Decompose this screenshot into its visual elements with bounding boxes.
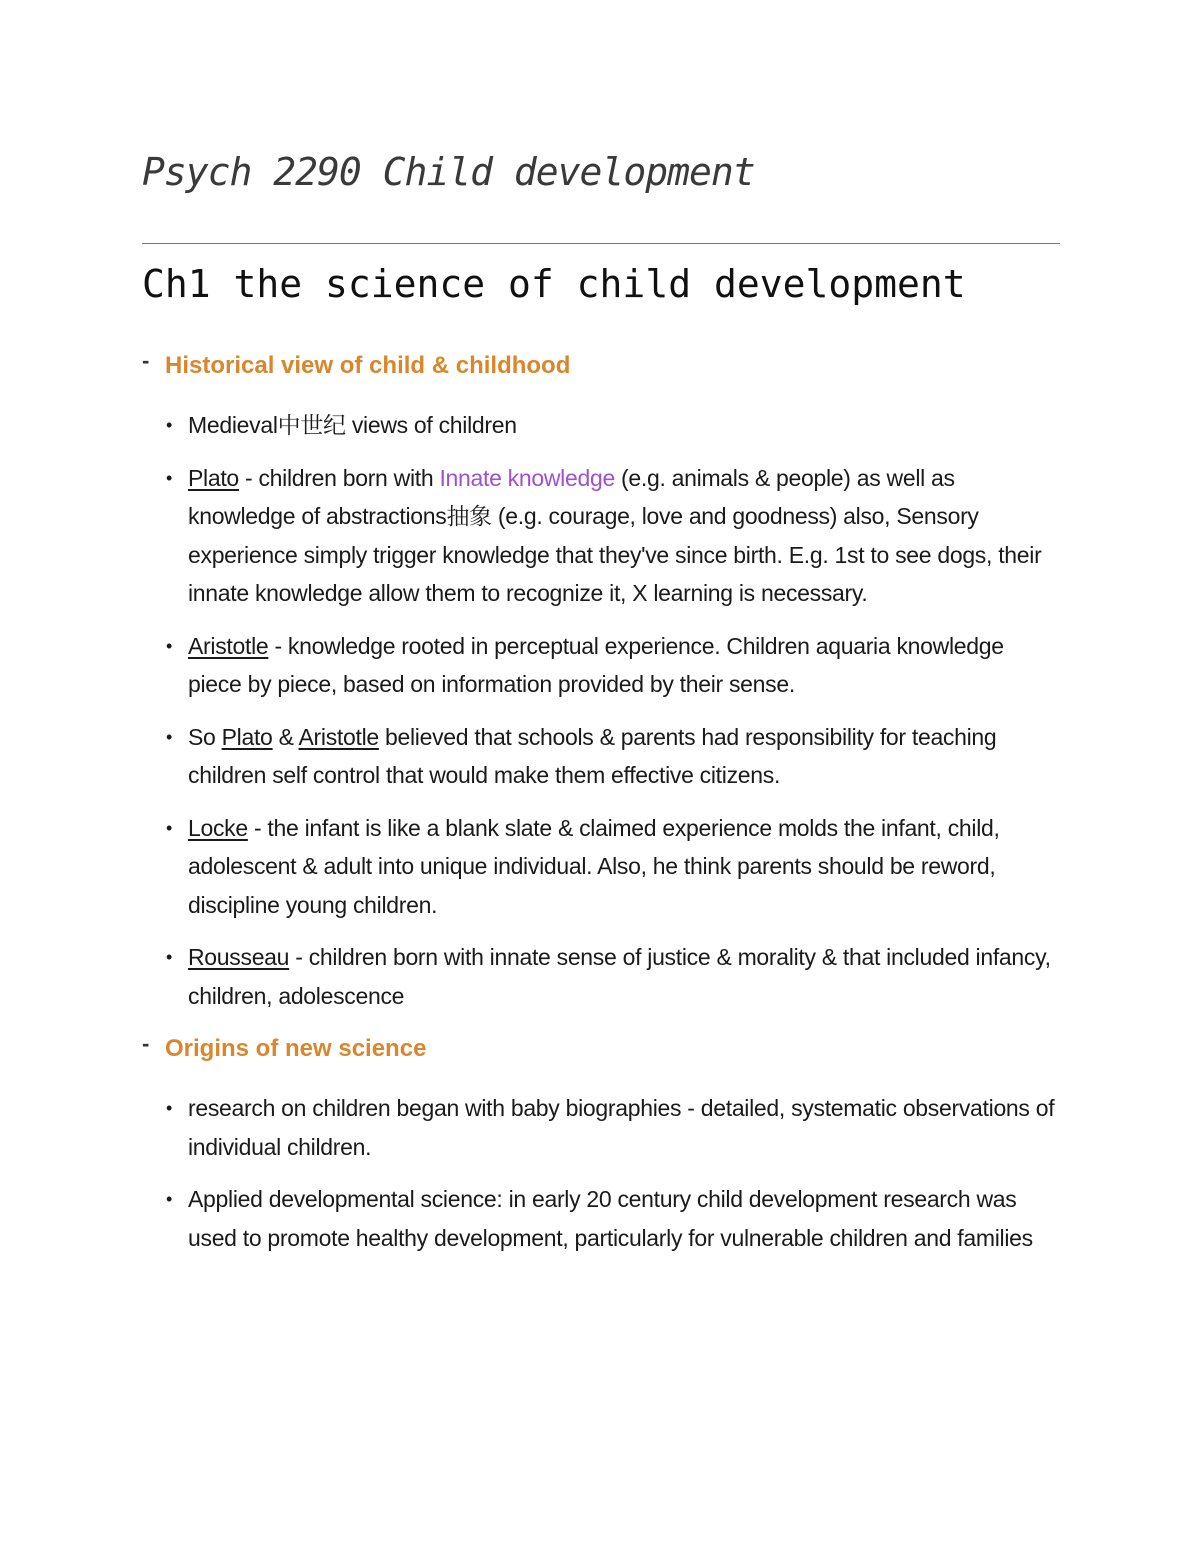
list-item-text: research on children began with baby biographies - detailed, systematic observations of individual children. — [188, 1095, 1055, 1160]
list-item — [142, 809, 1060, 925]
philosopher-name: Locke — [188, 814, 248, 841]
notes-content — [142, 348, 1060, 1277]
bullet-icon: • — [166, 947, 173, 967]
philosopher-name: Plato — [188, 464, 239, 491]
list-item — [142, 938, 1060, 1015]
highlight-term: Innate knowledge — [439, 464, 615, 491]
list-item-text: & — [272, 723, 299, 750]
list-item — [142, 1180, 1060, 1257]
list-item-text: - children born with innate sense of justice & morality & that included infancy, children, adolescence — [188, 944, 1051, 1009]
bullet-icon: • — [166, 467, 173, 488]
dash-marker: - — [142, 348, 150, 373]
list-item-text: Applied developmental science: in early 20 century child development research was used to promote healthy development, particularly for vulnerable children and families — [188, 1186, 1033, 1251]
bullet-icon: • — [166, 817, 173, 838]
list-item — [142, 1089, 1060, 1166]
philosopher-name: Aristotle — [298, 723, 379, 750]
bullet-list — [142, 1089, 1060, 1257]
list-item-text: - the infant is like a blank slate & claimed experience molds the infant, child, adolescent & adult into unique individual. Also, he think parents should be reword, discipline young children. — [188, 814, 1000, 918]
list-item-text: - knowledge rooted in perceptual experience. Children aquaria knowledge piece by piece, based on information provided by their sense. — [188, 632, 1004, 697]
chapter-title: Ch1 the science of child development — [142, 262, 966, 306]
bullet-icon: • — [166, 415, 173, 435]
list-item — [142, 459, 1060, 613]
philosopher-name: Aristotle — [188, 632, 269, 659]
section-historical-view — [142, 348, 1060, 1015]
list-item — [142, 406, 1060, 445]
philosopher-name: Plato — [221, 723, 273, 750]
list-item-text: Medieval中世纪 views of children — [188, 412, 517, 438]
bullet-list — [142, 406, 1060, 1015]
list-item-text: - children born with — [238, 464, 440, 491]
section-heading — [142, 1031, 1060, 1067]
section-heading — [142, 348, 1060, 384]
bullet-icon: • — [166, 726, 173, 747]
title-divider — [142, 243, 1060, 244]
section-origins-new-science — [142, 1031, 1060, 1257]
section-heading-text: Origins of new science — [165, 1035, 427, 1062]
bullet-icon: • — [166, 1189, 173, 1209]
document-title: Psych 2290 Child development — [142, 150, 755, 194]
list-item-text: (e.g. animals & people) as well as knowledge of abstractions抽象 (e.g. courage, love and goodness) also, Sensory experience simply trigger knowledge that they've since birth. E.g. 1st to see dogs, their innate knowledge allow them to recognize it, X learning is necessary. — [188, 464, 1042, 606]
list-item-text: So — [188, 723, 222, 750]
list-item-text: believed that schools & parents had responsibility for teaching children self control that would make them effective citizens. — [188, 723, 997, 788]
bullet-icon: • — [166, 635, 173, 656]
section-heading-text: Historical view of child & childhood — [165, 352, 571, 379]
dash-marker: - — [142, 1031, 150, 1056]
list-item — [142, 718, 1060, 795]
list-item — [142, 627, 1060, 704]
bullet-icon: • — [166, 1098, 173, 1118]
philosopher-name: Rousseau — [188, 944, 290, 970]
